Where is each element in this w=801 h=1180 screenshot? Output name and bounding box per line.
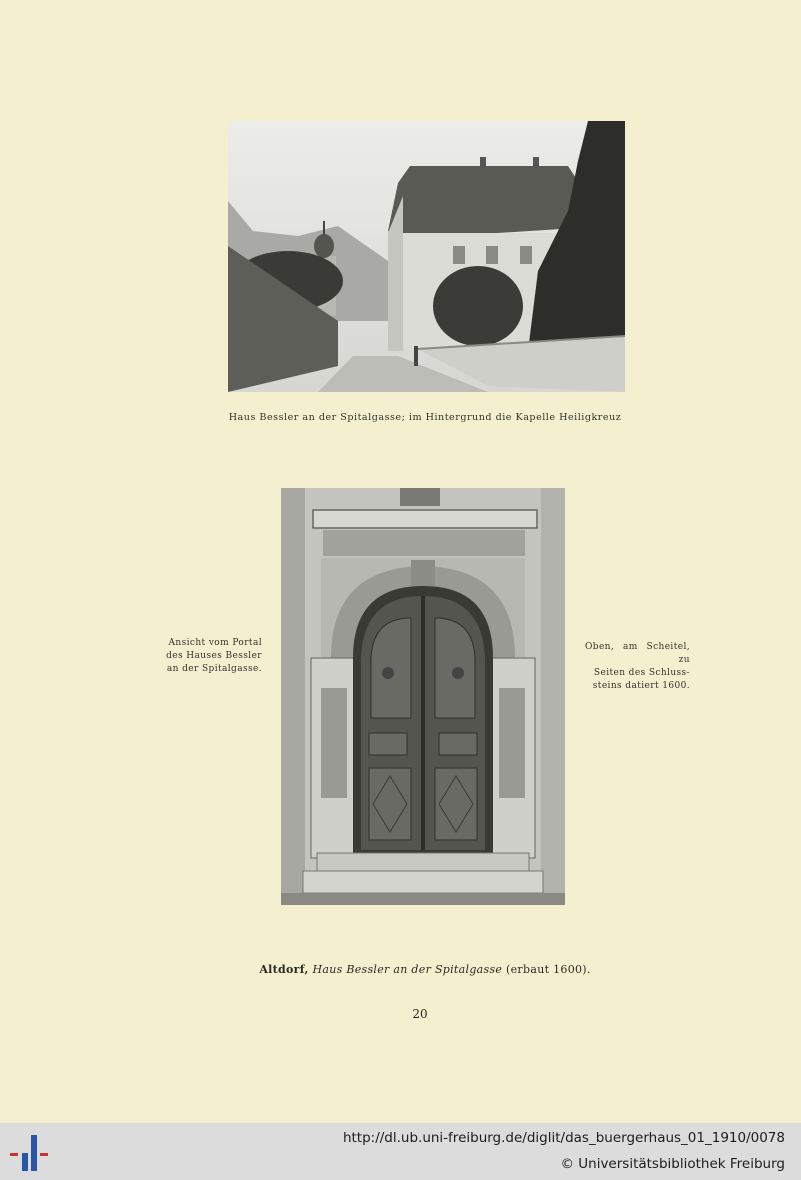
footer-bar — [0, 1123, 801, 1180]
street-photo — [228, 121, 625, 392]
main-caption — [150, 963, 700, 976]
caption-title: Haus Bessler an der Spitalgasse — [312, 963, 503, 976]
right-note-line: steins datiert 1600. — [592, 681, 690, 691]
left-note-line: Ansicht vom Portal — [168, 638, 262, 648]
page-number: 20 — [412, 1007, 428, 1021]
caption-location: Altdorf, — [259, 963, 309, 976]
right-note-line: Oben, am Scheitel, zu — [585, 642, 690, 665]
right-side-note — [585, 641, 690, 693]
top-photo-caption: Haus Bessler an der Spitalgasse; im Hintergrund die Kapelle Heiligkreuz — [228, 412, 622, 423]
library-logo-icon — [10, 1133, 50, 1173]
caption-suffix: (erbaut 1600). — [506, 963, 591, 976]
left-note-line: des Hauses Bessler — [166, 651, 262, 661]
left-side-note — [150, 637, 262, 676]
footer-copyright: © Universitätsbibliothek Freiburg — [560, 1156, 785, 1172]
left-note-line: an der Spitalgasse. — [166, 664, 262, 674]
right-note-line: Seiten des Schluss- — [593, 668, 690, 678]
portal-photo — [281, 488, 565, 905]
footer-url-link[interactable]: http://dl.ub.uni-freiburg.de/diglit/das_buergerhaus_01_1910/0078 — [342, 1130, 785, 1146]
